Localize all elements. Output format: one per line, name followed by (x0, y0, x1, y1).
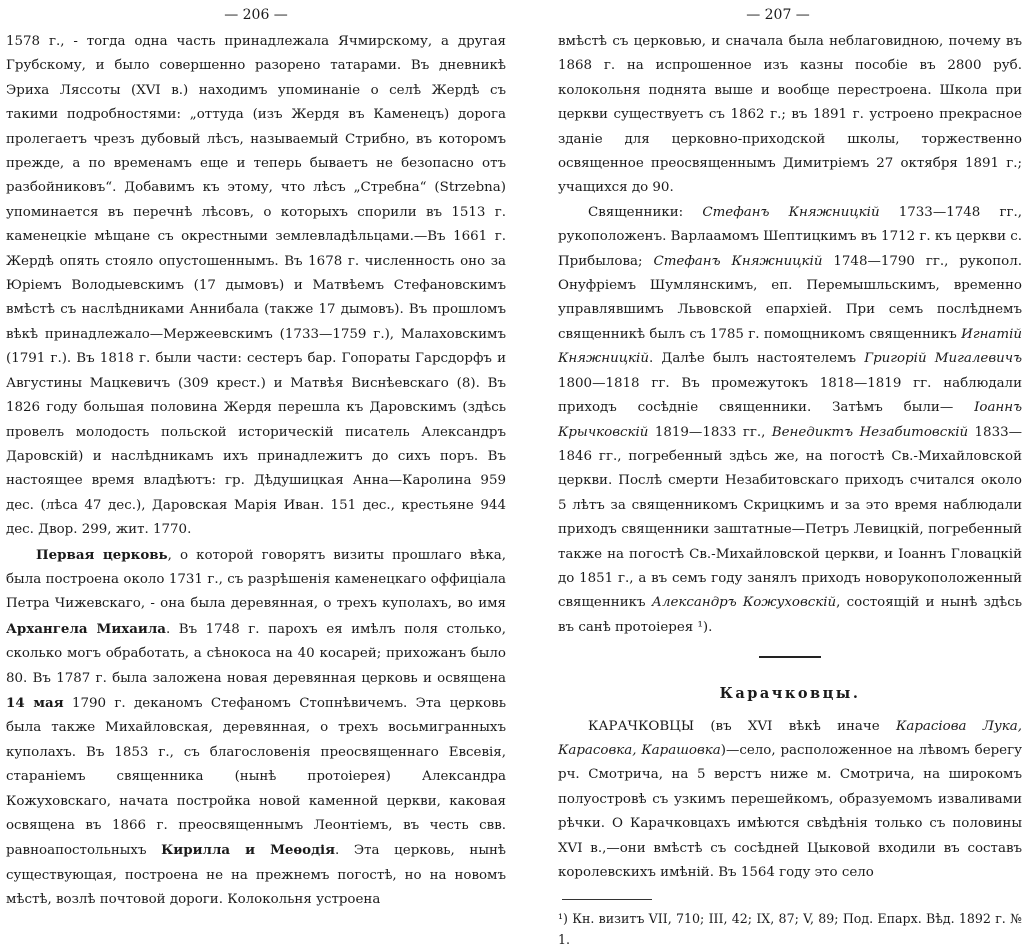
first-church-paragraph (6, 543, 506, 913)
priest-name: Григорій Мигалевичъ (864, 351, 1022, 367)
paragraph-text: 1833—1846 гг., погребенный здѣсь же, на погостѣ Св.-Михайловской церкви. Послѣ смерти Незабитовскаго приходъ считался около 5 лѣтъ за священникомъ Скрицкимъ и за это время наблюдали приходъ священники заштатные—Петръ Левицкій, погребенный также на погостѣ Св.-Михайловской церкви, и Іоаннъ Гловацкій до 1851 г., а въ семъ году занялъ приходъ новорукоположенный священникъ (558, 424, 1022, 611)
right-page (532, 0, 1024, 948)
paragraph-text: Священники: (588, 204, 703, 220)
left-page-body (0, 30, 512, 913)
paragraph-text: КАРАЧКОВЦЫ (въ XVI вѣкѣ иначе (588, 718, 896, 734)
bell-tower-paragraph: вмѣстѣ съ церковью, и сначала была неблаговидною, почему въ 1868 г. на испрошенное изъ казны пособіе въ 2800 руб. колокольня поднята выше и вообще перестроена. Школа при церкви существуетъ съ 1862 г.; въ 1891 г. устроено прекрасное зданіе для церковно-приходской школы, торжественно освященное преосвященнымъ Димитріемъ 27 октября 1891 г.; учащихся до 90. (558, 34, 1022, 196)
paragraph-text: . Эта церковь, нынѣ существующая, построена не на прежнемъ погостѣ, но на новомъ мѣстѣ, возлѣ почтовой дороги. Колокольня устроена (6, 843, 506, 908)
priest-name: Игнатій Княжницкій (558, 326, 1022, 367)
footnote-rule (562, 899, 652, 900)
paragraph-text: 1748—1790 гг., рукопол. Онуфріемъ Шумлянскимъ, еп. Перемышльскимъ, временно управлявшимъ Львовской епархіей. При семъ послѣднемъ священникѣ былъ съ 1785 г. помощникомъ священникъ (558, 253, 1022, 342)
date-emphasis: 14 мая (6, 694, 64, 711)
zherdya-history-paragraph: 1578 г., - тогда одна часть принадлежала Ячмирскому, а другая Грубскому, и было совершенно разорено татарами. Въ дневникѣ Эриха Лясcоты (XVI в.) находимъ упоминаніе о селѣ Жердѣ съ такими подробностями: „оттуда (изъ Жердя въ Каменецъ) дорога пролегаетъ чрезъ дубовый лѣсъ, называемый Стрибно, въ которомъ прежде, а по временамъ еще и теперь бываетъ не безопасно отъ разбойниковъ“. Добавимъ къ этому, что лѣсъ „Стребна“ (Strzebna) упоминается въ перечнѣ лѣсовъ, о которыхъ спорили въ 1513 г. каменецкіе мѣщане съ окрестными землевладѣльцами.—Въ 1661 г. Жердѣ опять стояло опустошеннымъ. Въ 1678 г. численность оно за Юріемъ Володыевскимъ (17 дымовъ) и Матвѣемъ Стефановскимъ вмѣстѣ съ наслѣдниками Аннибала (также 17 дымовъ). Въ прошломъ вѣкѣ принадлежало—Мержеевскимъ (1733—1759 г.), Малаховскимъ (1791 г.). Въ 1818 г. были части: сестеръ бар. Гопораты Гарсдорфъ и Августины Мацкевичъ (309 крест.) и Матвѣя Виснѣевскаго (8). Въ 1826 году большая половина Жердя перешла къ Даровскимъ (здѣсь провелъ молодость польской историческій писатель Александръ Даровскій) и наслѣдникамъ ихъ принадлежитъ до сихъ поръ. Въ настоящее время владѣютъ: гр. Дѣдушицкая Анна—Каролина 959 дес. (лѣса 47 дес.), Даровская Марія Иван. 151 дес., крестьяне 944 дес. Двор. 299, жит. 1770. (6, 34, 506, 538)
priest-name: Александръ Кожуховскій (651, 595, 837, 611)
priest-name: Стефанъ Княжницкій (702, 204, 880, 220)
paragraph-text: , состоящій и нынѣ здѣсь въ санѣ протоіерея ¹). (558, 595, 1023, 635)
page-number: — 206 — (224, 7, 288, 23)
page-number: — 207 — (746, 7, 810, 23)
paragraph-text: 1819—1833 гг., (648, 424, 772, 440)
priests-paragraph (558, 201, 1022, 640)
paragraph-text: 1800—1818 гг. Въ промежутокъ 1818—1819 гг. наблюдали приходъ сосѣдніе священники. Затѣмъ были— (558, 375, 1022, 416)
alternate-names: Карасіова Лука, Карасовка, Карашовка (558, 718, 1022, 758)
paragraph-text: 1733—1748 гг., рукоположенъ. Варлаамомъ Шептицкимъ въ 1712 г. къ церкви с. Прибылова; (558, 204, 1023, 269)
left-page (0, 0, 512, 908)
footnote: ¹) Кн. визитъ VII, 710; III, 42; IX, 87; V, 89; Под. Епарх. Вѣд. 1892 г. № 1. (558, 911, 1022, 948)
saints-emphasis: Кирилла и Меѳодія (161, 842, 335, 859)
right-page-body (532, 30, 1024, 885)
karachkovtsy-paragraph (558, 715, 1022, 886)
first-church-heading: Первая церковь (36, 546, 168, 563)
paragraph-text: )—село, расположенное на лѣвомъ берегу рч. Смотрича, на 5 верстъ ниже м. Смотрича, на широкомъ полуостровѣ съ узкимъ перешейкомъ, образуемомъ изваливами рѣчки. О Карачковцахъ имѣются свѣдѣнія только съ половины XVI в.,—они вмѣстѣ съ сосѣдней Цыковой входили въ составъ королевскихъ имѣній. Въ 1564 году это село (558, 742, 1023, 880)
paragraph-text: 1790 г. деканомъ Стефаномъ Стопнѣвичемъ. Эта церковь была также Михайловская, деревянная, о трехъ восьмигранныхъ куполахъ. Въ 1853 г., съ благословенія преосвященнаго Евсевія, стараніемъ священника (нынѣ протоіерея) Александра Кожуховскаго, начата постройка новой каменной церкви, каковая освящена въ 1866 г. преосвященнымъ Леонтіемъ, въ честь свв. равноапостольныхъ (6, 695, 506, 859)
section-title: Карачковцы. (719, 685, 861, 703)
section-divider (759, 656, 821, 658)
paragraph-text: . Въ 1748 г. парохъ ея имѣлъ поля столько, сколько могъ обработать, а сѣнокоса на 40 косарей; прихожанъ было 80. Въ 1787 г. была заложена новая деревянная церковь и освящена (6, 621, 507, 686)
paragraph-text: , о которой говорятъ визиты прошлаго вѣка, была построена около 1731 г., съ разрѣшенія каменецкаго оффиціала Петра Чижевскаго, - она была деревянная, о трехъ куполахъ, во имя (6, 547, 506, 612)
priest-name: Венедиктъ Незабитовскій (771, 424, 969, 440)
archangel-michael-emphasis: Архангела Михаила (6, 620, 166, 637)
priest-name: Стефанъ Княжницкій (653, 253, 823, 269)
priest-name: Іоаннъ Крычковскій (558, 400, 1022, 440)
paragraph-text: . Далѣе былъ настоятелемъ (648, 351, 865, 367)
